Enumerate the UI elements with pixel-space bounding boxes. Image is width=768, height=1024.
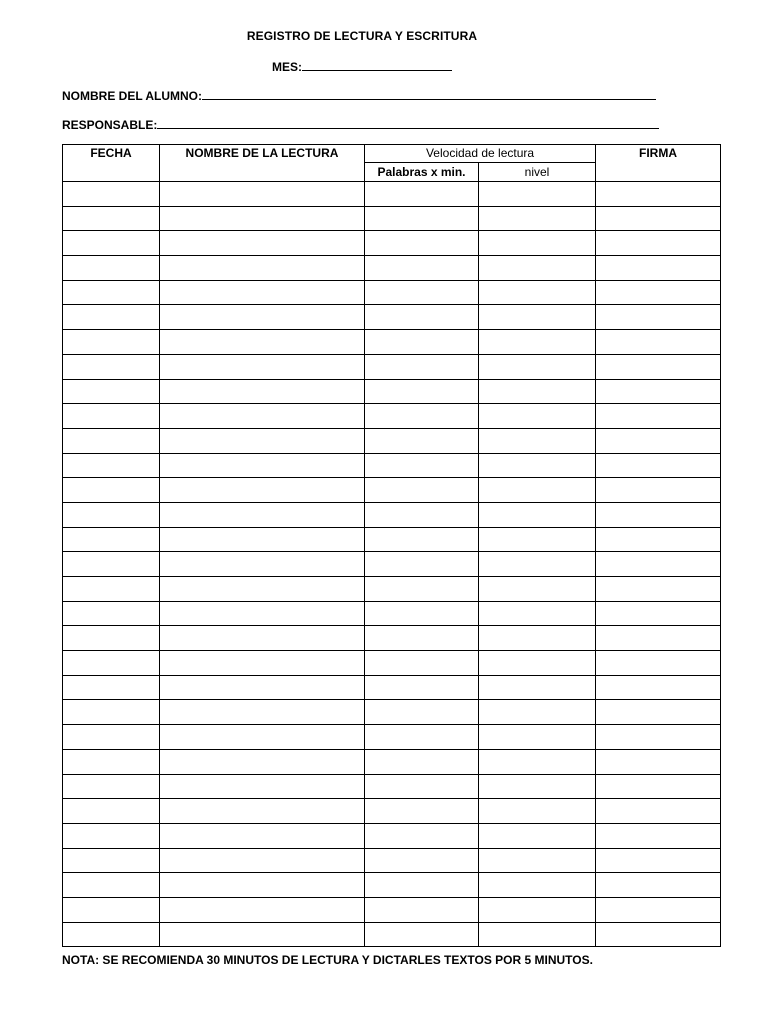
- table-row: [63, 256, 721, 281]
- table-row: [63, 700, 721, 725]
- cell-fecha[interactable]: [63, 626, 160, 651]
- cell-nivel[interactable]: [479, 280, 596, 305]
- table-row: [63, 823, 721, 848]
- cell-nombre-lectura[interactable]: [160, 922, 365, 947]
- cell-firma[interactable]: [596, 527, 721, 552]
- cell-nivel[interactable]: [479, 601, 596, 626]
- cell-nivel[interactable]: [479, 651, 596, 676]
- cell-palabras[interactable]: [365, 749, 479, 774]
- mes-label: MES:: [272, 60, 302, 74]
- cell-firma[interactable]: [596, 256, 721, 281]
- table-row: [63, 379, 721, 404]
- table-row: [63, 182, 721, 207]
- header-fecha: FECHA: [63, 145, 160, 182]
- table-row: [63, 774, 721, 799]
- cell-firma[interactable]: [596, 774, 721, 799]
- cell-palabras[interactable]: [365, 330, 479, 355]
- cell-firma[interactable]: [596, 379, 721, 404]
- cell-palabras[interactable]: [365, 182, 479, 207]
- cell-fecha[interactable]: [63, 256, 160, 281]
- table-row: [63, 428, 721, 453]
- cell-nivel[interactable]: [479, 428, 596, 453]
- cell-firma[interactable]: [596, 848, 721, 873]
- cell-nombre-lectura[interactable]: [160, 799, 365, 824]
- cell-nombre-lectura[interactable]: [160, 601, 365, 626]
- cell-nombre-lectura[interactable]: [160, 725, 365, 750]
- cell-nombre-lectura[interactable]: [160, 404, 365, 429]
- cell-nivel[interactable]: [479, 700, 596, 725]
- cell-firma[interactable]: [596, 280, 721, 305]
- cell-fecha[interactable]: [63, 577, 160, 602]
- cell-nivel[interactable]: [479, 256, 596, 281]
- table-row: [63, 626, 721, 651]
- nota-text: NOTA: SE RECOMIENDA 30 MINUTOS DE LECTURA Y DICTARLES TEXTOS POR 5 MINUTOS.: [62, 953, 593, 967]
- cell-nombre-lectura[interactable]: [160, 848, 365, 873]
- cell-nivel[interactable]: [479, 626, 596, 651]
- mes-blank-line[interactable]: [302, 59, 452, 71]
- cell-nombre-lectura[interactable]: [160, 182, 365, 207]
- cell-nivel[interactable]: [479, 453, 596, 478]
- cell-palabras[interactable]: [365, 675, 479, 700]
- cell-nivel[interactable]: [479, 354, 596, 379]
- table-row: [63, 280, 721, 305]
- header-firma: FIRMA: [596, 145, 721, 182]
- cell-nivel[interactable]: [479, 502, 596, 527]
- cell-fecha[interactable]: [63, 354, 160, 379]
- cell-fecha[interactable]: [63, 428, 160, 453]
- cell-nivel[interactable]: [479, 848, 596, 873]
- table-row: [63, 552, 721, 577]
- table-row: [63, 601, 721, 626]
- table-row: [63, 873, 721, 898]
- responsable-field: [62, 117, 659, 132]
- alumno-blank-line[interactable]: [202, 88, 656, 100]
- table-row: [63, 453, 721, 478]
- cell-palabras[interactable]: [365, 873, 479, 898]
- cell-nombre-lectura[interactable]: [160, 626, 365, 651]
- cell-fecha[interactable]: [63, 305, 160, 330]
- table-row: [63, 206, 721, 231]
- cell-nivel[interactable]: [479, 478, 596, 503]
- mes-field: [272, 59, 452, 74]
- header-palabras: Palabras x min.: [365, 163, 479, 182]
- cell-firma[interactable]: [596, 601, 721, 626]
- cell-fecha[interactable]: [63, 651, 160, 676]
- cell-nivel[interactable]: [479, 749, 596, 774]
- cell-nombre-lectura[interactable]: [160, 774, 365, 799]
- cell-palabras[interactable]: [365, 206, 479, 231]
- registro-table: [62, 144, 721, 947]
- cell-nivel[interactable]: [479, 379, 596, 404]
- cell-fecha[interactable]: [63, 873, 160, 898]
- header-nombre-lectura: NOMBRE DE LA LECTURA: [160, 145, 365, 182]
- responsable-label: RESPONSABLE:: [62, 118, 158, 132]
- table-row: [63, 749, 721, 774]
- cell-fecha[interactable]: [63, 700, 160, 725]
- cell-fecha[interactable]: [63, 725, 160, 750]
- cell-firma[interactable]: [596, 182, 721, 207]
- cell-nombre-lectura[interactable]: [160, 256, 365, 281]
- cell-fecha[interactable]: [63, 922, 160, 947]
- cell-palabras[interactable]: [365, 502, 479, 527]
- cell-fecha[interactable]: [63, 601, 160, 626]
- cell-fecha[interactable]: [63, 231, 160, 256]
- cell-palabras[interactable]: [365, 428, 479, 453]
- cell-fecha[interactable]: [63, 799, 160, 824]
- cell-palabras[interactable]: [365, 577, 479, 602]
- cell-palabras[interactable]: [365, 799, 479, 824]
- header-nivel: nivel: [479, 163, 596, 182]
- cell-palabras[interactable]: [365, 280, 479, 305]
- cell-nombre-lectura[interactable]: [160, 552, 365, 577]
- table-row: [63, 675, 721, 700]
- cell-palabras[interactable]: [365, 354, 479, 379]
- header-velocidad: Velocidad de lectura: [365, 145, 596, 163]
- cell-fecha[interactable]: [63, 823, 160, 848]
- cell-nombre-lectura[interactable]: [160, 231, 365, 256]
- cell-fecha[interactable]: [63, 280, 160, 305]
- table-body: [63, 182, 721, 947]
- cell-fecha[interactable]: [63, 182, 160, 207]
- cell-fecha[interactable]: [63, 478, 160, 503]
- cell-nivel[interactable]: [479, 675, 596, 700]
- table-row: [63, 231, 721, 256]
- cell-palabras[interactable]: [365, 823, 479, 848]
- cell-firma[interactable]: [596, 897, 721, 922]
- cell-nivel[interactable]: [479, 799, 596, 824]
- cell-firma[interactable]: [596, 231, 721, 256]
- cell-nivel[interactable]: [479, 725, 596, 750]
- cell-fecha[interactable]: [63, 379, 160, 404]
- cell-firma[interactable]: [596, 305, 721, 330]
- cell-firma[interactable]: [596, 823, 721, 848]
- table-row: [63, 897, 721, 922]
- cell-nombre-lectura[interactable]: [160, 502, 365, 527]
- cell-palabras[interactable]: [365, 478, 479, 503]
- cell-nivel[interactable]: [479, 231, 596, 256]
- cell-fecha[interactable]: [63, 527, 160, 552]
- cell-palabras[interactable]: [365, 256, 479, 281]
- cell-nombre-lectura[interactable]: [160, 577, 365, 602]
- cell-palabras[interactable]: [365, 725, 479, 750]
- cell-palabras[interactable]: [365, 305, 479, 330]
- cell-nivel[interactable]: [479, 873, 596, 898]
- cell-nombre-lectura[interactable]: [160, 823, 365, 848]
- alumno-field: [62, 88, 656, 103]
- cell-nombre-lectura[interactable]: [160, 453, 365, 478]
- document-title: REGISTRO DE LECTURA Y ESCRITURA: [246, 29, 478, 43]
- cell-palabras[interactable]: [365, 651, 479, 676]
- cell-firma[interactable]: [596, 354, 721, 379]
- cell-fecha[interactable]: [63, 453, 160, 478]
- cell-palabras[interactable]: [365, 848, 479, 873]
- cell-firma[interactable]: [596, 577, 721, 602]
- cell-fecha[interactable]: [63, 502, 160, 527]
- cell-nombre-lectura[interactable]: [160, 428, 365, 453]
- cell-firma[interactable]: [596, 478, 721, 503]
- cell-nombre-lectura[interactable]: [160, 330, 365, 355]
- cell-firma[interactable]: [596, 873, 721, 898]
- cell-fecha[interactable]: [63, 552, 160, 577]
- cell-firma[interactable]: [596, 453, 721, 478]
- cell-nombre-lectura[interactable]: [160, 527, 365, 552]
- cell-palabras[interactable]: [365, 626, 479, 651]
- cell-nombre-lectura[interactable]: [160, 478, 365, 503]
- cell-firma[interactable]: [596, 799, 721, 824]
- cell-firma[interactable]: [596, 700, 721, 725]
- cell-nombre-lectura[interactable]: [160, 354, 365, 379]
- cell-firma[interactable]: [596, 749, 721, 774]
- table-row: [63, 577, 721, 602]
- cell-fecha[interactable]: [63, 774, 160, 799]
- cell-nombre-lectura[interactable]: [160, 873, 365, 898]
- table-row: [63, 651, 721, 676]
- cell-firma[interactable]: [596, 206, 721, 231]
- cell-nombre-lectura[interactable]: [160, 749, 365, 774]
- alumno-label: NOMBRE DEL ALUMNO:: [62, 89, 202, 103]
- cell-nivel[interactable]: [479, 404, 596, 429]
- cell-firma[interactable]: [596, 651, 721, 676]
- cell-firma[interactable]: [596, 428, 721, 453]
- cell-nombre-lectura[interactable]: [160, 379, 365, 404]
- cell-nivel[interactable]: [479, 182, 596, 207]
- table-row: [63, 305, 721, 330]
- table-row: [63, 527, 721, 552]
- cell-nivel[interactable]: [479, 823, 596, 848]
- cell-nombre-lectura[interactable]: [160, 206, 365, 231]
- cell-palabras[interactable]: [365, 453, 479, 478]
- cell-nombre-lectura[interactable]: [160, 305, 365, 330]
- cell-firma[interactable]: [596, 552, 721, 577]
- cell-nivel[interactable]: [479, 527, 596, 552]
- cell-palabras[interactable]: [365, 552, 479, 577]
- cell-firma[interactable]: [596, 502, 721, 527]
- cell-nombre-lectura[interactable]: [160, 675, 365, 700]
- cell-firma[interactable]: [596, 404, 721, 429]
- table-row: [63, 922, 721, 947]
- cell-nivel[interactable]: [479, 774, 596, 799]
- cell-nivel[interactable]: [479, 206, 596, 231]
- cell-nombre-lectura[interactable]: [160, 280, 365, 305]
- table-row: [63, 502, 721, 527]
- table-row: [63, 799, 721, 824]
- table-row: [63, 404, 721, 429]
- cell-fecha[interactable]: [63, 848, 160, 873]
- cell-firma[interactable]: [596, 922, 721, 947]
- cell-fecha[interactable]: [63, 675, 160, 700]
- cell-firma[interactable]: [596, 675, 721, 700]
- cell-nombre-lectura[interactable]: [160, 897, 365, 922]
- responsable-blank-line[interactable]: [157, 117, 659, 129]
- cell-palabras[interactable]: [365, 231, 479, 256]
- cell-palabras[interactable]: [365, 404, 479, 429]
- cell-palabras[interactable]: [365, 700, 479, 725]
- cell-palabras[interactable]: [365, 922, 479, 947]
- table-row: [63, 478, 721, 503]
- cell-nivel[interactable]: [479, 330, 596, 355]
- cell-fecha[interactable]: [63, 749, 160, 774]
- cell-nombre-lectura[interactable]: [160, 700, 365, 725]
- cell-firma[interactable]: [596, 626, 721, 651]
- cell-fecha[interactable]: [63, 404, 160, 429]
- cell-palabras[interactable]: [365, 897, 479, 922]
- cell-nivel[interactable]: [479, 897, 596, 922]
- cell-firma[interactable]: [596, 725, 721, 750]
- cell-fecha[interactable]: [63, 330, 160, 355]
- cell-nivel[interactable]: [479, 922, 596, 947]
- table-row: [63, 330, 721, 355]
- cell-firma[interactable]: [596, 330, 721, 355]
- cell-fecha[interactable]: [63, 897, 160, 922]
- table-row: [63, 354, 721, 379]
- cell-nivel[interactable]: [479, 552, 596, 577]
- cell-palabras[interactable]: [365, 774, 479, 799]
- table-row: [63, 848, 721, 873]
- cell-palabras[interactable]: [365, 601, 479, 626]
- cell-nivel[interactable]: [479, 577, 596, 602]
- cell-nivel[interactable]: [479, 305, 596, 330]
- cell-palabras[interactable]: [365, 527, 479, 552]
- cell-palabras[interactable]: [365, 379, 479, 404]
- cell-nombre-lectura[interactable]: [160, 651, 365, 676]
- cell-fecha[interactable]: [63, 206, 160, 231]
- table-row: [63, 725, 721, 750]
